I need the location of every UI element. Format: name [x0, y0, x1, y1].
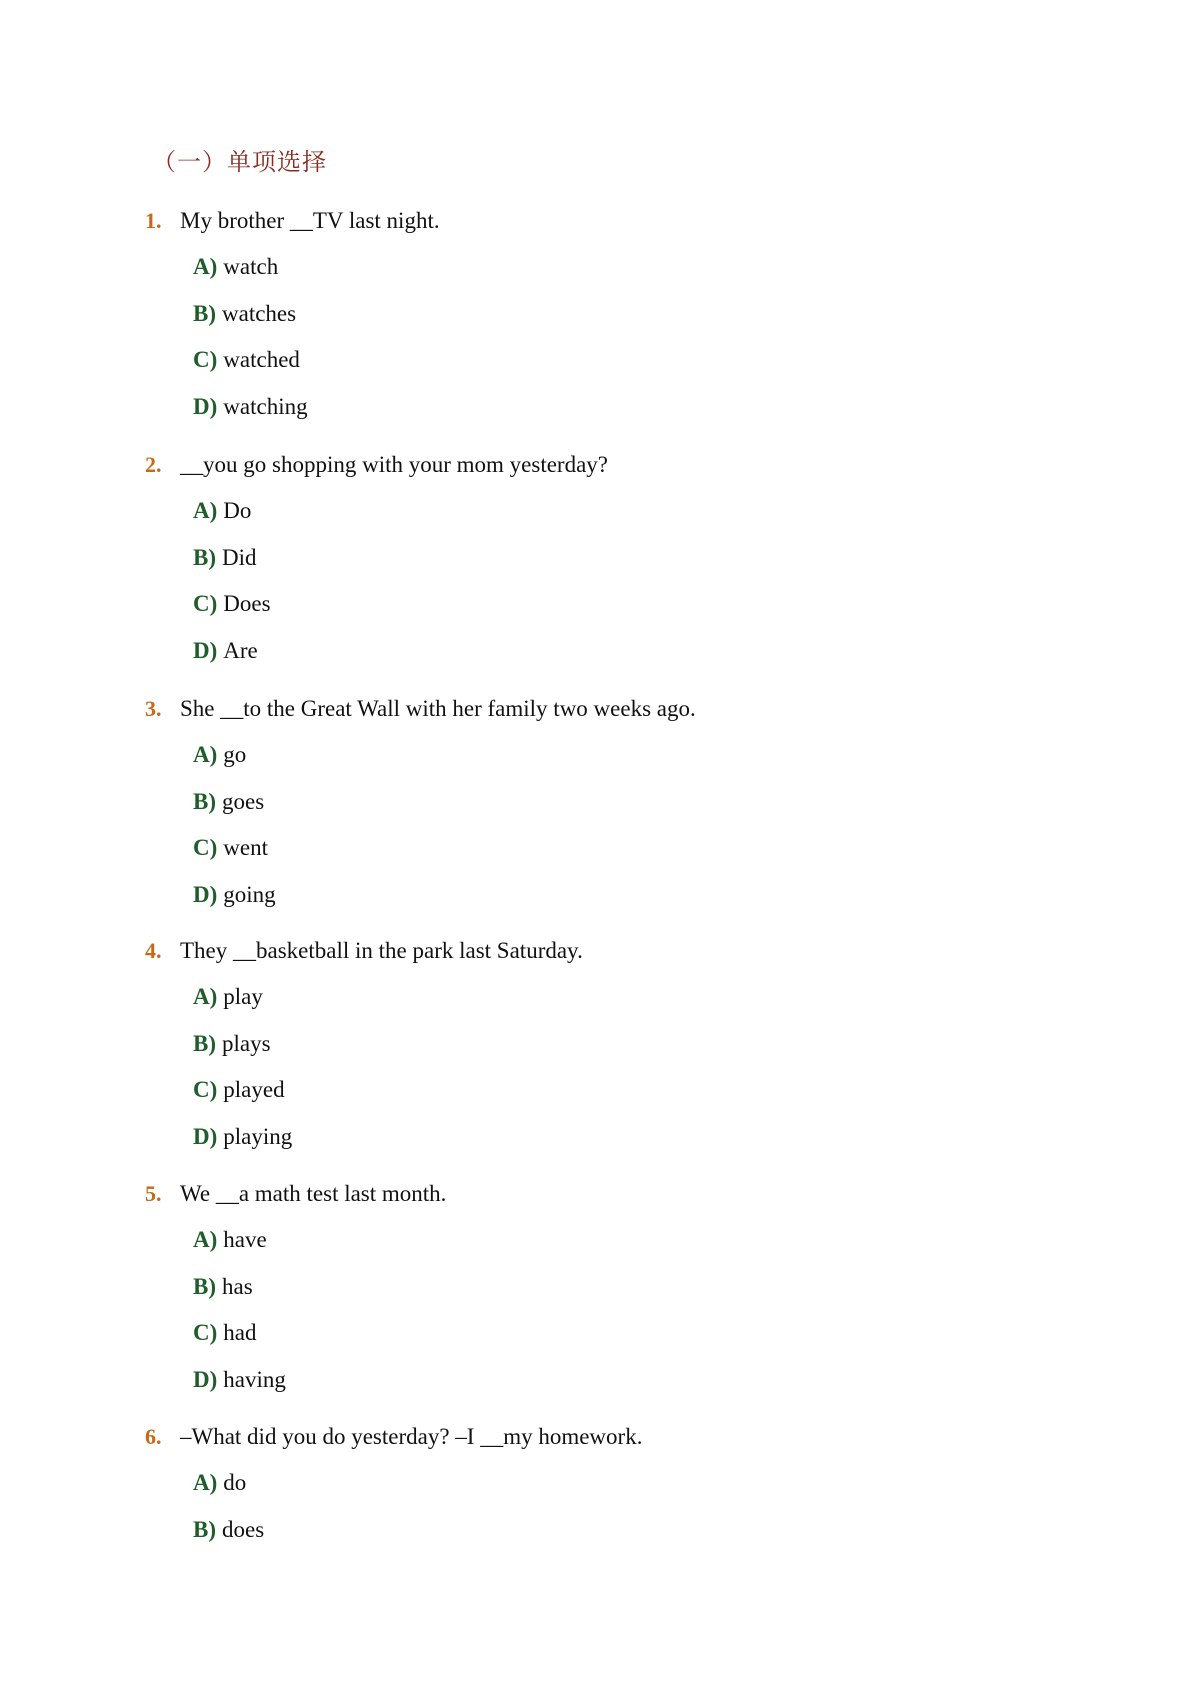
- question-stem: [145, 694, 1125, 740]
- option-text: have: [223, 1227, 267, 1252]
- question-text: They __basketball in the park last Saturday.: [180, 938, 583, 963]
- option-letter: D): [193, 881, 218, 907]
- question-number: 6.: [145, 1424, 162, 1449]
- option-letter: B): [193, 788, 216, 814]
- option-letter: B): [193, 300, 216, 326]
- option-letter: C): [193, 1077, 218, 1102]
- option-text: Did: [222, 544, 257, 570]
- option-a[interactable]: [193, 496, 1125, 543]
- option-b[interactable]: [193, 787, 1125, 834]
- question-5: [145, 1179, 1125, 1411]
- option-letter: C): [193, 347, 218, 372]
- option-list: [193, 740, 1125, 926]
- option-c[interactable]: [193, 1318, 1125, 1365]
- question-text: She __to the Great Wall with her family two weeks ago.: [180, 696, 696, 721]
- option-a[interactable]: [193, 1225, 1125, 1272]
- option-a[interactable]: [193, 1468, 1125, 1515]
- option-b[interactable]: [193, 543, 1125, 590]
- option-letter: D): [193, 393, 218, 419]
- option-letter: A): [193, 1470, 218, 1495]
- question-stem: [145, 450, 1125, 496]
- option-text: going: [223, 881, 276, 907]
- option-letter: B): [193, 1516, 216, 1542]
- question-stem: [145, 1422, 1125, 1468]
- option-list: [193, 496, 1125, 682]
- option-text: Do: [223, 498, 252, 523]
- option-text: watches: [222, 300, 297, 326]
- option-c[interactable]: [193, 1075, 1125, 1122]
- question-number: 2.: [145, 452, 162, 477]
- option-text: play: [223, 984, 263, 1009]
- option-a[interactable]: [193, 740, 1125, 787]
- question-stem: [145, 206, 1125, 252]
- option-text: watching: [223, 393, 308, 419]
- question-number: 5.: [145, 1181, 162, 1206]
- option-b[interactable]: [193, 1272, 1125, 1319]
- option-c[interactable]: [193, 345, 1125, 392]
- question-stem: [145, 1179, 1125, 1225]
- option-c[interactable]: [193, 833, 1125, 880]
- option-letter: D): [193, 1366, 218, 1392]
- option-a[interactable]: [193, 982, 1125, 1029]
- option-letter: A): [193, 254, 218, 279]
- question-text: __you go shopping with your mom yesterday?: [180, 452, 609, 477]
- option-text: does: [222, 1516, 265, 1542]
- question-number: 1.: [145, 208, 162, 233]
- option-b[interactable]: [193, 1515, 1125, 1562]
- section-title: （一）单项选择: [152, 148, 327, 176]
- option-letter: C): [193, 835, 218, 860]
- option-text: having: [223, 1366, 286, 1392]
- option-letter: A): [193, 742, 218, 767]
- option-c[interactable]: [193, 589, 1125, 636]
- option-b[interactable]: [193, 1029, 1125, 1076]
- option-letter: B): [193, 1030, 216, 1056]
- option-text: has: [222, 1273, 253, 1299]
- option-letter: C): [193, 1320, 218, 1345]
- question-text: My brother __TV last night.: [180, 208, 440, 233]
- option-letter: D): [193, 637, 218, 663]
- question-1: [145, 206, 1125, 438]
- option-b[interactable]: [193, 299, 1125, 346]
- option-letter: D): [193, 1123, 218, 1149]
- option-text: Does: [223, 591, 271, 616]
- option-letter: B): [193, 1273, 216, 1299]
- option-text: played: [223, 1077, 285, 1102]
- question-4: [145, 936, 1125, 1168]
- option-text: plays: [222, 1030, 271, 1056]
- option-text: had: [223, 1320, 257, 1345]
- option-letter: B): [193, 544, 216, 570]
- option-d[interactable]: [193, 636, 1125, 683]
- option-list: [193, 1225, 1125, 1411]
- option-letter: A): [193, 984, 218, 1009]
- question-stem: [145, 936, 1125, 982]
- option-d[interactable]: [193, 392, 1125, 439]
- question-text: –What did you do yesterday? –I __my homework.: [180, 1424, 643, 1449]
- option-text: Are: [223, 637, 258, 663]
- option-a[interactable]: [193, 252, 1125, 299]
- option-d[interactable]: [193, 1122, 1125, 1169]
- option-text: watched: [223, 347, 300, 372]
- option-letter: A): [193, 498, 218, 523]
- option-text: watch: [223, 254, 279, 279]
- option-text: do: [223, 1470, 247, 1495]
- option-letter: C): [193, 591, 218, 616]
- question-number: 3.: [145, 696, 162, 721]
- question-3: [145, 694, 1125, 926]
- option-letter: A): [193, 1227, 218, 1252]
- option-text: goes: [222, 788, 265, 814]
- question-6: [145, 1422, 1125, 1561]
- option-list: [193, 1468, 1125, 1561]
- option-list: [193, 252, 1125, 438]
- question-number: 4.: [145, 938, 162, 963]
- option-text: went: [223, 835, 268, 860]
- option-text: playing: [223, 1123, 293, 1149]
- question-text: We __a math test last month.: [180, 1181, 447, 1206]
- question-2: [145, 450, 1125, 682]
- option-text: go: [223, 742, 247, 767]
- option-d[interactable]: [193, 1365, 1125, 1412]
- option-d[interactable]: [193, 880, 1125, 927]
- option-list: [193, 982, 1125, 1168]
